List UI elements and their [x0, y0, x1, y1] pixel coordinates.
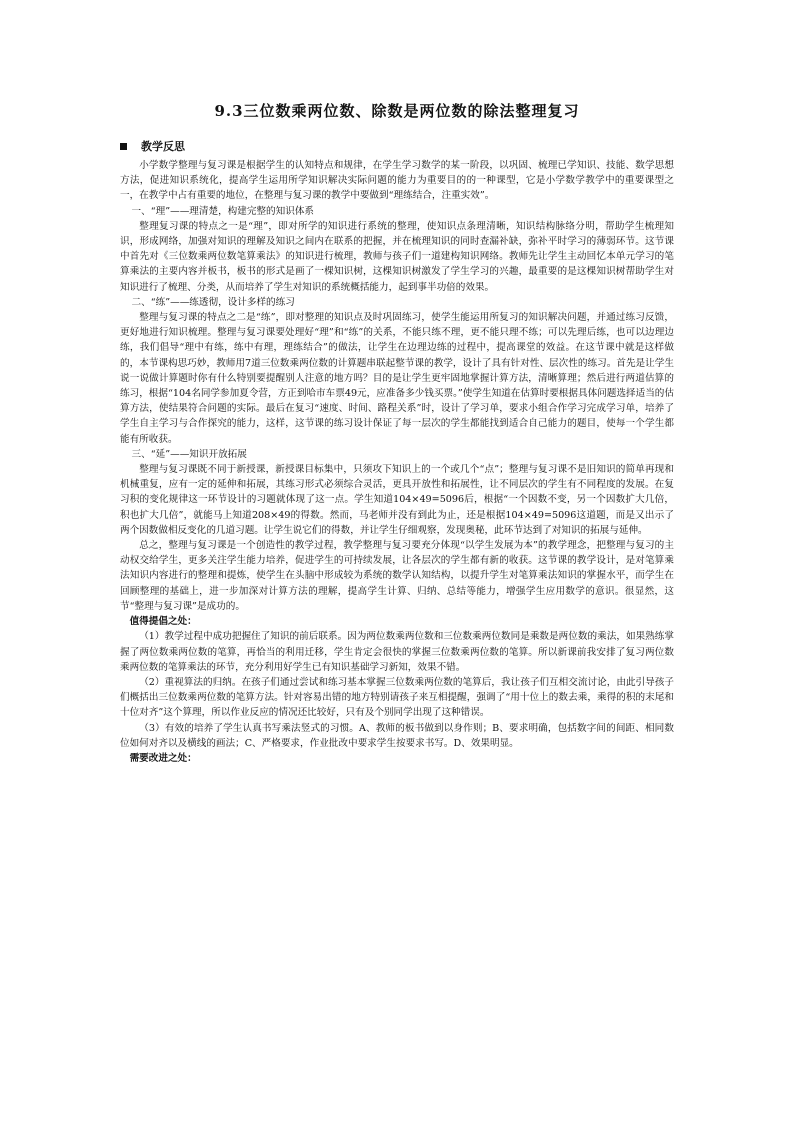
bold-heading: 值得提倡之处： [129, 616, 197, 628]
paragraph: （1）教学过程中成功把握住了知识的前后联系。因为两位数乘两位数和三位数乘两位数同是乘数是两位数的乘法，如果熟练掌握了两位数乘两位数的笔算，再恰当的利用迁移，学生肯定会很快的掌握三位数乘两位数的笔算。所以新课前我安排了复习两位数乘两位数的笔算乘法的环节，充分利用好学生已有知识基础学习新知，效果不错。 [120, 631, 674, 673]
paragraph: （3）有效的培养了学生认真书写乘法竖式的习惯。A、教师的板书做到以身作则；B、要求明确，包括数字间的间距、相同数位如何对齐以及横线的画法；C、严格要求，作业批改中要求学生按要求书写。D、效果明显。 [120, 722, 674, 749]
paragraph: 小学数学整理与复习课是根据学生的认知特点和规律，在学生学习数学的某一阶段，以巩固、梳理已学知识、技能、数学思想方法，促进知识系统化，提高学生运用所学知识解决实际问题的能力为重要目的的一种课型，它是小学数学教学中的重要课型之一，在教学中占有重要的地位，在整理与复习课的教学中要做到“理练结合，注重实效”。 [120, 160, 674, 202]
bold-heading: 需要改进之处： [129, 752, 197, 764]
section-heading [120, 138, 674, 154]
subheading: 一、“理”——理清楚，构建完整的知识体系 [131, 205, 315, 217]
square-bullet-icon [120, 143, 127, 150]
paragraph: 整理与复习课的特点之二是“练”，即对整理的知识点及时巩固练习，使学生能运用所复习的知识解决问题，并通过练习反馈，更好地进行知识梳理。整理与复习课要处理好“理”和“练”的关系，不能只练不理，更不能只理不练；可以先理后练，也可以边理边练，我们倡导“理中有练，练中有理，理练结合”的做法，让学生在边理边练的过程中，提高课堂的效益。在这节课中就是这样做的，本节课构思巧妙，教师用7道三位数乘两位数的计算题串联起整节课的教学，设计了具有针对性、层次性的练习。首先是让学生说一说做计算题时你有什么特别要提醒别人注意的地方吗？目的是让学生更牢固地掌握计算方法，清晰算理；然后进行两道估算的练习，根据“104名同学参加夏令营，方正到哈市车票49元，应准备多少钱买票。”使学生知道在估算时要根据具体问题选择适当的估算方法，使结果符合问题的实际。最后在复习“速度、时间、路程关系”时，设计了学习单，要求小组合作学习完成学习单，培养了学生自主学习与合作探究的能力，这样，这节课的练习设计保证了每一层次的学生都能找到适合自己能力的题目，使每一个学生都能有所收获。 [120, 312, 674, 445]
section-heading-label: 教学反思 [141, 140, 185, 153]
subheading: 三、“延”——知识开放拓展 [131, 448, 247, 460]
reflection-body [120, 158, 674, 766]
paragraph: 整理复习课的特点之一是“理”，即对所学的知识进行系统的整理，使知识点条理清晰，知识结构脉络分明，帮助学生梳理知识，形成网络，加强对知识的理解及知识之间内在联系的把握，并在梳理知识的同时查漏补缺，弥补平时学习的薄弱环节。这节课中首先对《三位数乘两位数笔算乘法》的知识进行梳理，教师与孩子们一道建构知识网络。教师先让学生主动回忆本单元学习的笔算乘法的主要内容并板书，板书的形式是画了一棵知识树，这棵知识树激发了学生学习的兴趣，最重要的是这棵知识树帮助学生对知识进行了梳理、分类，从而培养了学生对知识的系统概括能力，起到事半功倍的效果。 [120, 220, 674, 293]
paragraph: （2）重视算法的归纳。在孩子们通过尝试和练习基本掌握三位数乘两位数的笔算后，我让孩子们互相交流讨论，由此引导孩子们概括出三位数乘两位数的笔算方法。针对容易出错的地方特别请孩子来互相提醒，强调了“用十位上的数去乘，乘得的积的末尾和十位对齐”这个算理，所以作业反应的情况还比较好，只有及个别同学出现了这种错误。 [120, 676, 674, 719]
paragraph: 整理与复习课既不同于新授课，新授课目标集中，只须攻下知识上的一个或几个“点”；整理与复习课不是旧知识的简单再现和机械重复，应有一定的延伸和拓展，其练习形式必须综合灵活，更具开放性和拓展性，让不同层次的学生有不同程度的发展。在复习积的变化规律这一环节设计的习题就体现了这一点。学生知道104×49=5096后，根据“一个因数不变，另一个因数扩大几倍，积也扩大几倍”，就能马上知道208×49的得数。然而，马老师并没有到此为止，还是根据104×49=5096这道题，而是又出示了两个因数做相反变化的几道习题。让学生说它们的得数，并让学生仔细观察，发现奥秘，此环节达到了对知识的拓展与延伸。 [120, 464, 674, 536]
paragraph: 总之，整理与复习课是一个创造性的教学过程，教学整理与复习要充分体现“以学生发展为本”的教学理念，把整理与复习的主动权交给学生，更多关注学生能力培养，促进学生的可持续发展，让各层次的学生都有新的收获。这节课的教学设计，是对笔算乘法知识内容进行的整理和提炼，使学生在头脑中形成较为系统的数学认知结构，以提升学生对笔算乘法知识的掌握水平，而学生在回顾整理的基础上，进一步加深对计算方法的理解，提高学生计算、归纳、总结等能力，增强学生应用数学的意识。很显然，这节“整理与复习课”是成功的。 [120, 540, 674, 612]
page-title: 9.3三位数乘两位数、除数是两位数的除法整理复习 [214, 102, 580, 120]
subheading: 二、“练”——练透彻，设计多样的练习 [131, 296, 295, 308]
